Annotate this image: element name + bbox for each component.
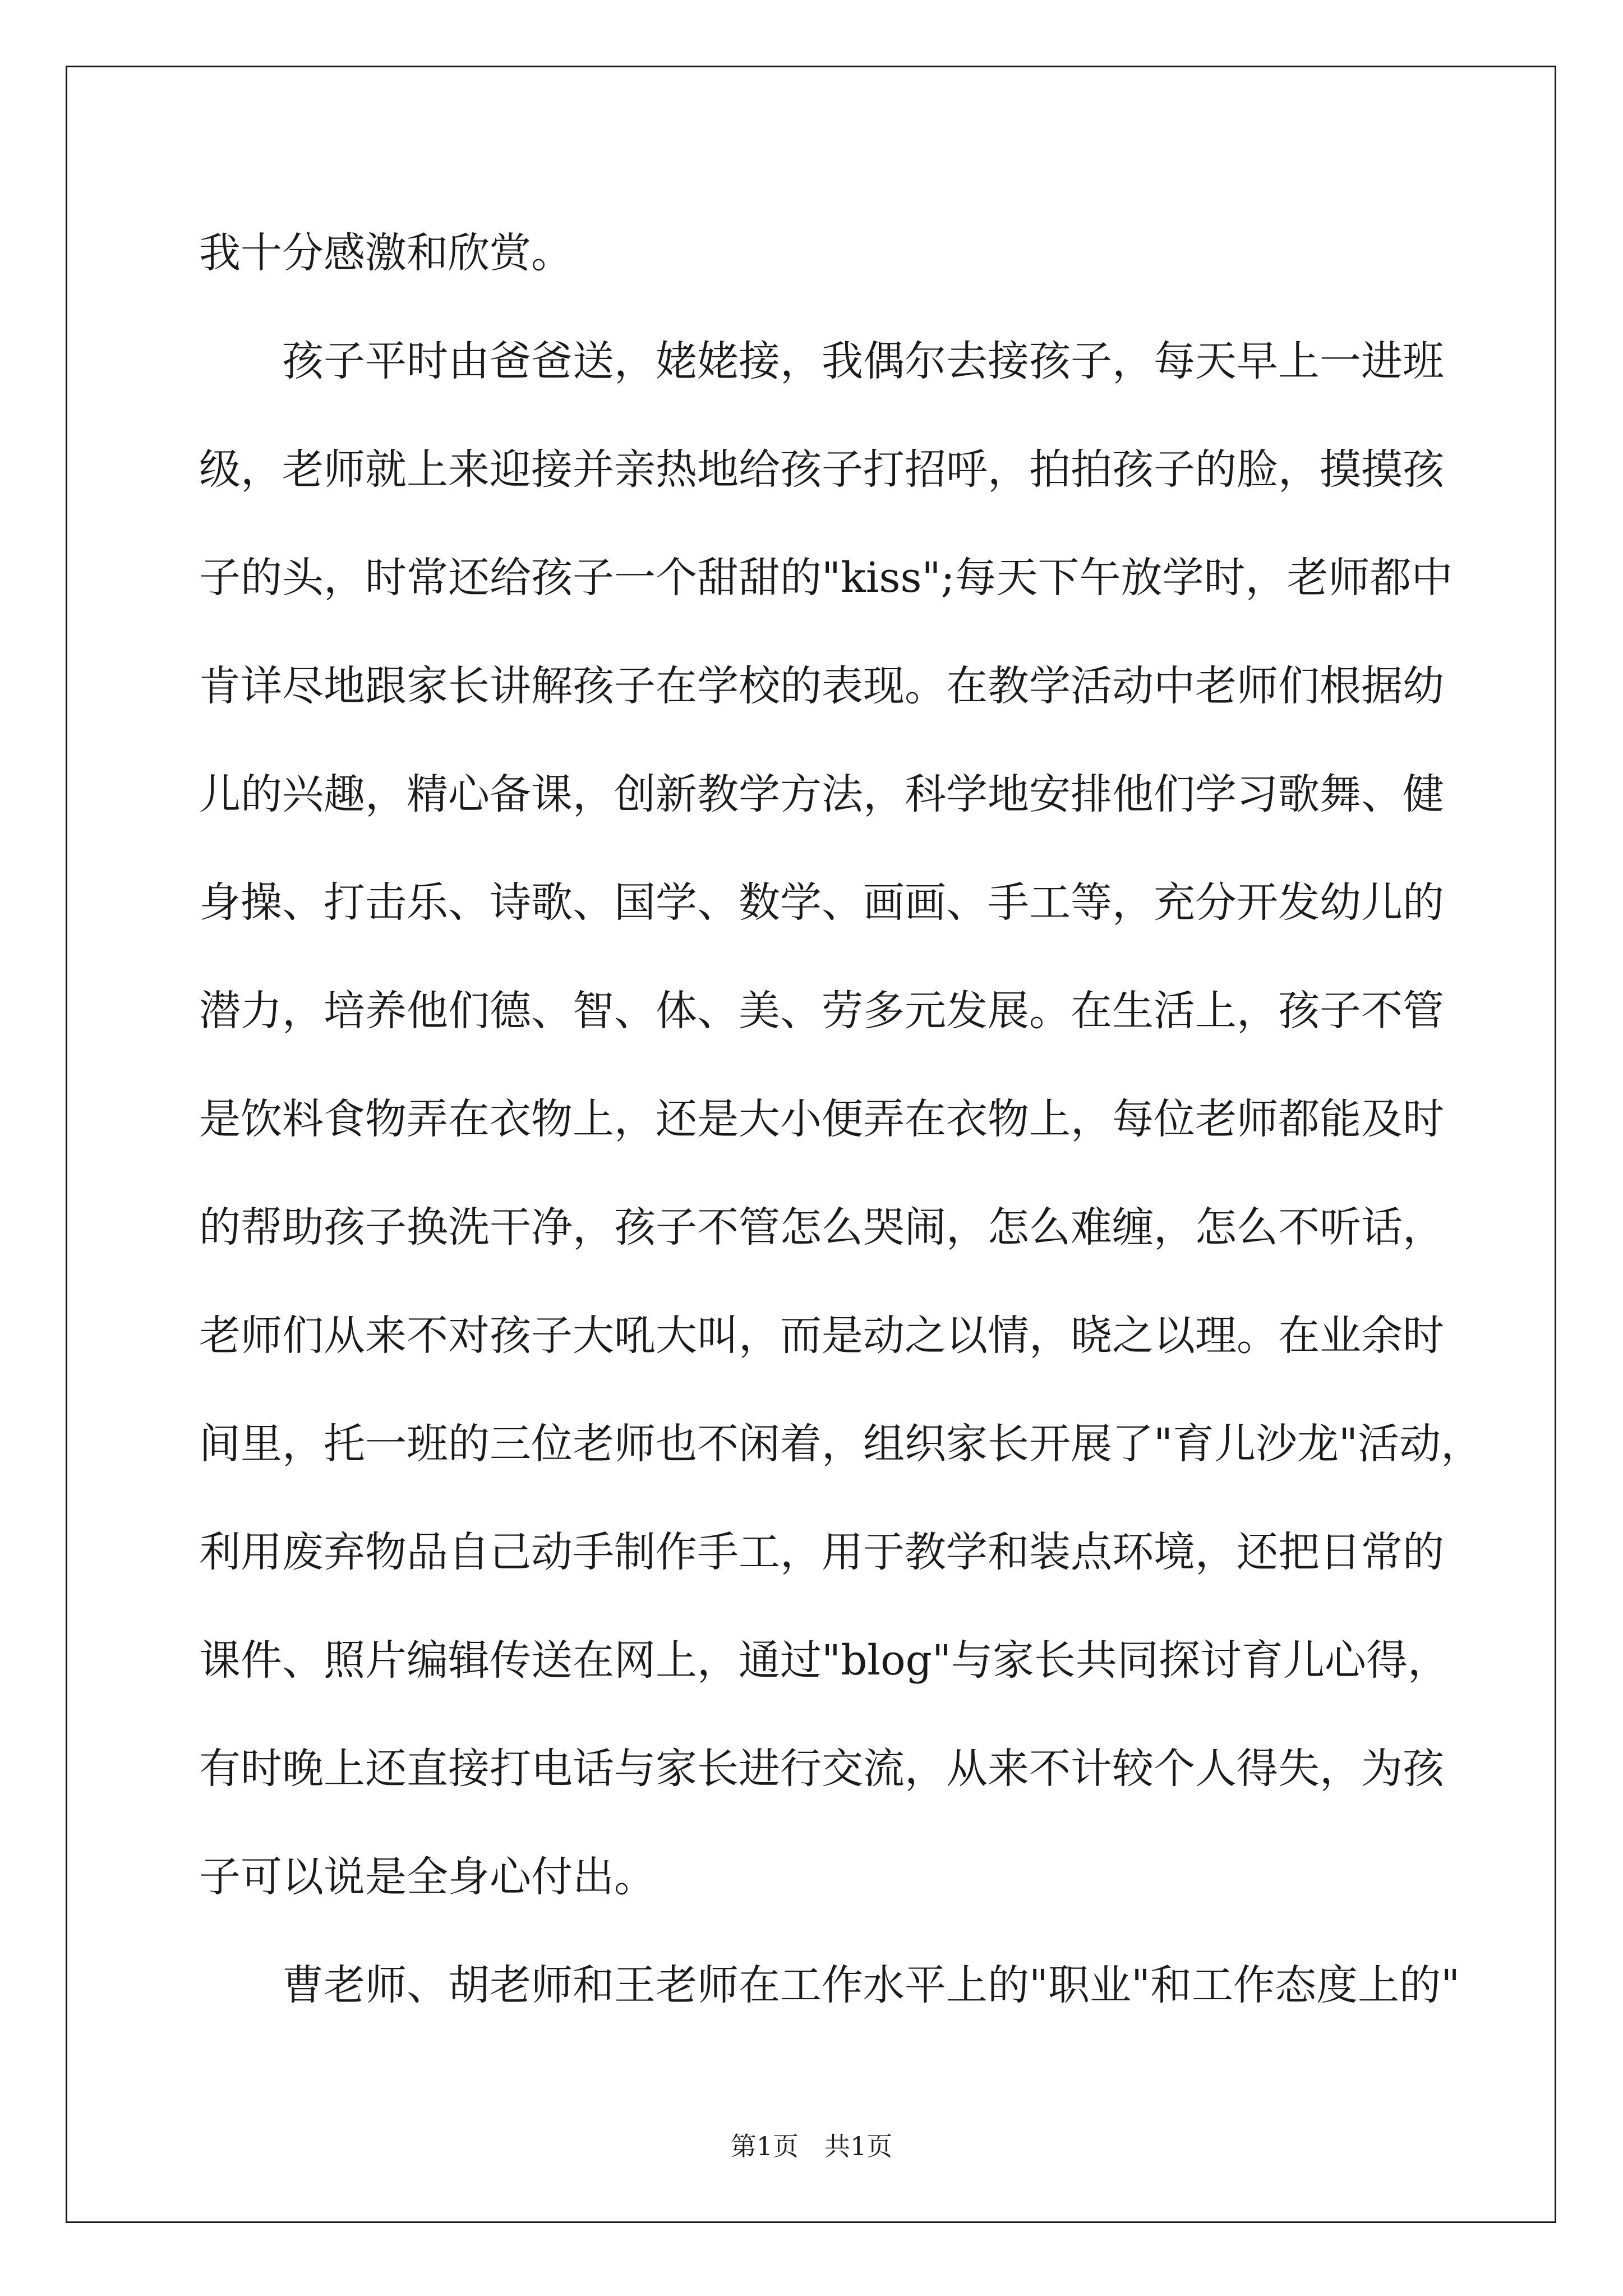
text-line: 肯详尽地跟家长讲解孩子在学校的表现。在教学活动中老师们根据幼 xyxy=(199,662,1444,710)
text-line: 级，老师就上来迎接并亲热地给孩子打招呼，拍拍孩子的脸，摸摸孩 xyxy=(199,445,1444,494)
text-line: 儿的兴趣，精心备课，创新教学方法，科学地安排他们学习歌舞、健 xyxy=(199,770,1444,818)
text-line: 的帮助孩子换洗干净，孩子不管怎么哭闹，怎么难缠，怎么不听话， xyxy=(199,1203,1444,1251)
text-line: 孩子平时由爸爸送，姥姥接，我偶尔去接孩子，每天早上一进班 xyxy=(282,337,1444,385)
page-total: 共1页 xyxy=(824,2131,893,2161)
text-line: 利用废弃物品自己动手制作手工，用于教学和装点环境，还把日常的 xyxy=(199,1528,1444,1576)
text-line: 曹老师、胡老师和王老师在工作水平上的"职业"和工作态度上的" xyxy=(282,1961,1460,2009)
text-line: 我十分感激和欣赏。 xyxy=(199,229,573,277)
text-line: 潜力，培养他们德、智、体、美、劳多元发展。在生活上，孩子不管 xyxy=(199,987,1444,1035)
text-line: 身操、打击乐、诗歌、国学、数学、画画、手工等，充分开发幼儿的 xyxy=(199,878,1444,927)
text-line: 间里，托一班的三位老师也不闲着，组织家长开展了"育儿沙龙"活动， xyxy=(199,1420,1483,1468)
text-line: 课件、照片编辑传送在网上，通过"blog"与家长共同探讨育儿心得， xyxy=(199,1636,1450,1685)
page-footer xyxy=(0,2126,1623,2163)
text-line: 是饮料食物弄在衣物上，还是大小便弄在衣物上，每位老师都能及时 xyxy=(199,1095,1444,1143)
text-line: 有时晚上还直接打电话与家长进行交流，从来不计较个人得失，为孩 xyxy=(199,1745,1444,1793)
text-line: 子的头，时常还给孩子一个甜甜的"kiss";每天下午放学时，老师都中 xyxy=(199,554,1453,602)
text-line: 老师们从来不对孩子大吼大叫，而是动之以情，晓之以理。在业余时 xyxy=(199,1312,1444,1360)
text-line: 子可以说是全身心付出。 xyxy=(199,1853,656,1901)
page-number: 第1页 xyxy=(730,2131,799,2161)
document-body xyxy=(199,199,1483,2040)
